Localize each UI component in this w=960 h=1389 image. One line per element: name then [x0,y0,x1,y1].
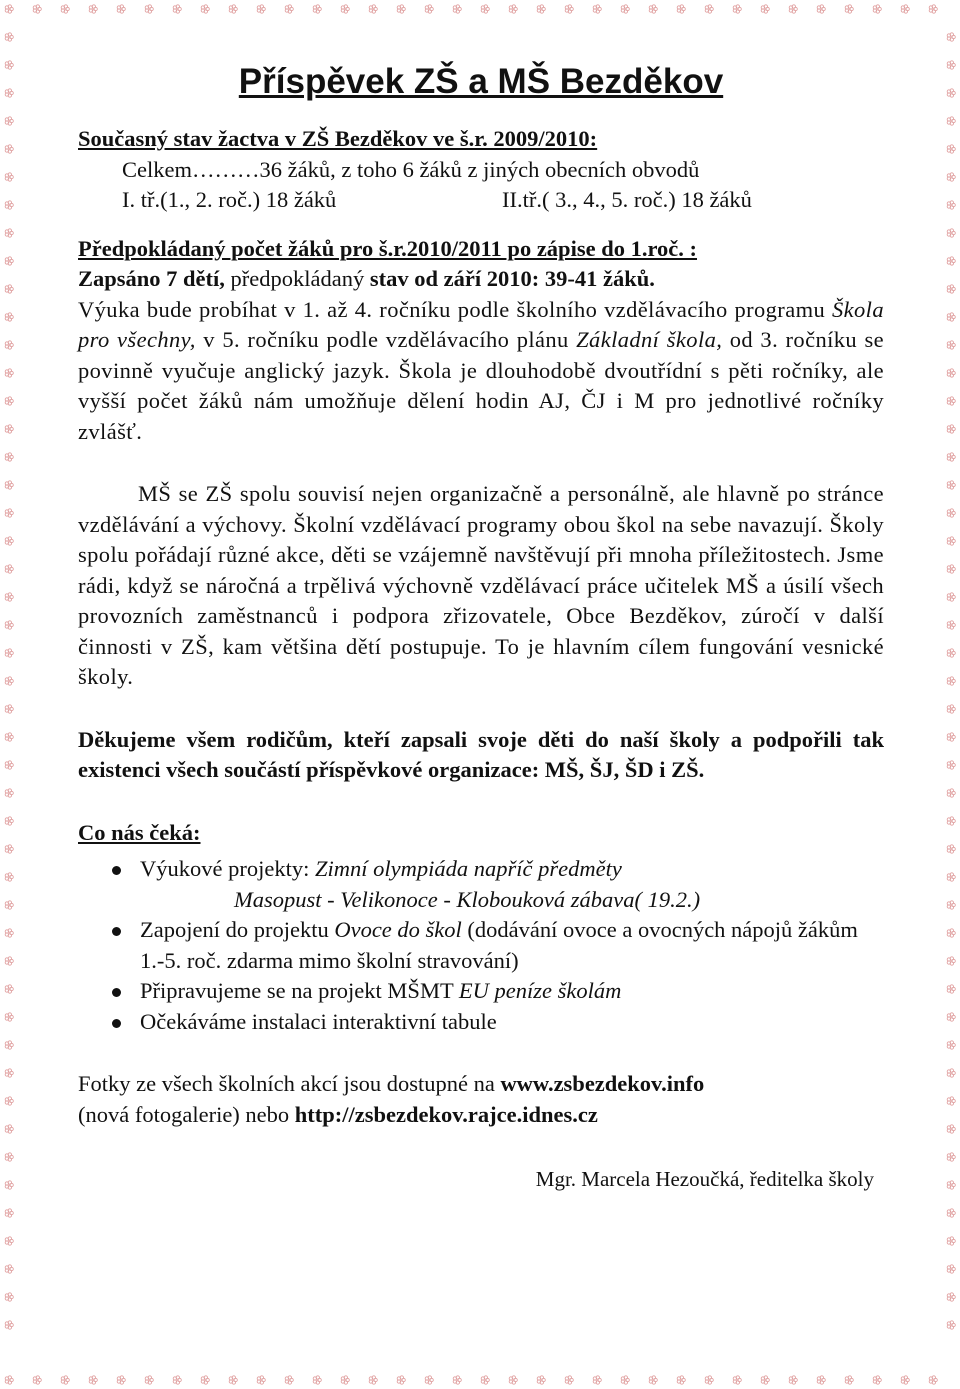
flower-icon [5,873,13,881]
flower-icon [5,705,13,713]
flower-icon [947,929,955,937]
flower-icon [481,5,489,13]
flower-icon [947,33,955,41]
class-two-count: II.tř.( 3., 4., 5. roč.) 18 žáků [502,187,752,212]
flower-icon [397,1376,405,1384]
flower-icon [5,1265,13,1273]
flower-icon [947,89,955,97]
flower-icon [425,5,433,13]
page-title: Příspěvek ZŠ a MŠ Bezděkov [238,62,724,101]
flower-icon [117,5,125,13]
current-state-heading: Současný stav žactva v ZŠ Bezděkov ve š.r. 2009/2010: [78,126,598,151]
flower-icon [565,1376,573,1384]
flower-icon [947,873,955,881]
flower-icon [5,1041,13,1049]
flower-icon [947,677,955,685]
flower-icon [947,537,955,545]
flower-icon [947,957,955,965]
flower-icon [201,1376,209,1384]
flower-icon [5,1013,13,1021]
flower-icon [5,61,13,69]
flower-icon [509,5,517,13]
flower-icon [369,5,377,13]
flower-icon [947,1125,955,1133]
flower-icon [873,5,881,13]
flower-icon [947,257,955,265]
flower-icon [947,1153,955,1161]
bullet-icon [112,927,121,936]
flower-icon [509,1376,517,1384]
flower-icon [947,509,955,517]
flower-icon [313,1376,321,1384]
flower-icon [947,985,955,993]
list-item: Připravujeme se na projekt MŠMT EU peníze školám [78,976,884,1007]
flower-icon [537,5,545,13]
flower-icon [285,1376,293,1384]
flower-icon [5,1321,13,1329]
flower-icon [5,425,13,433]
flower-icon [593,1376,601,1384]
flower-icon [5,1125,13,1133]
flower-icon [33,1376,41,1384]
flower-icon [947,565,955,573]
flower-icon [229,1376,237,1384]
flower-icon [5,33,13,41]
flower-icon [947,1209,955,1217]
flower-icon [929,5,937,13]
flower-icon [621,1376,629,1384]
photos-paragraph: Fotky ze všech školních akcí jsou dostupné na www.zsbezdekov.info (nová fotogalerie) nebo http://zsbezdekov.rajce.idnes.cz [78,1071,705,1127]
flower-icon [61,5,69,13]
flower-icon [947,173,955,181]
flower-icon [947,117,955,125]
flower-icon [453,1376,461,1384]
flower-icon [947,845,955,853]
current-state-total: Celkem………36 žáků, z toho 6 žáků z jiných obecních obvodů [122,156,700,182]
flower-icon [89,1376,97,1384]
flower-icon [565,5,573,13]
flower-icon [761,1376,769,1384]
flower-icon [5,145,13,153]
flower-icon [5,397,13,405]
flower-icon [5,89,13,97]
flower-icon [453,5,461,13]
flower-icon [5,201,13,209]
section-current-state [78,124,884,216]
current-state-classes [78,185,884,216]
flower-icon [947,1237,955,1245]
flower-icon [5,593,13,601]
flower-icon [5,1153,13,1161]
upcoming-list [78,854,884,1037]
flower-icon [947,397,955,405]
flower-icon [817,1376,825,1384]
flower-icon [947,425,955,433]
flower-icon [649,1376,657,1384]
flower-icon [947,1097,955,1105]
flower-icon [201,5,209,13]
flower-icon [5,1181,13,1189]
flower-icon [285,5,293,13]
list-item-sub: Masopust - Velikonoce - Klobouková zábava( 19.2.) [234,886,701,912]
list-item: Výukové projekty: Zimní olympiáda napříč předměty [78,854,884,885]
flower-icon [5,257,13,265]
document-page [78,60,884,1195]
flower-icon [173,5,181,13]
expected-heading: Předpokládaný počet žáků pro š.r.2010/2011 po zápise do 1.roč. : [78,235,698,261]
flower-icon [733,5,741,13]
flower-icon [5,369,13,377]
flower-icon [5,677,13,685]
kindergarten-paragraph: MŠ se ZŠ spolu souvisí nejen organizačně a personálně, ale hlavně po stránce vzdělávání a výchovy. Školní vzdělávací programy obou škol na sebe navazují. Školy spolu pořádají různé akce, děti se vzájemně navštěvují při mnoha příležitostech. Jsme rádi, když se náročná a trpělivá výchovně vzdělávací práce učitelek MŠ a úsilí všech provozních zaměstnanců i podpora zřizovatele, Obce Bezděkov, zúročí v další činnosti v ZŠ, kam většina dětí postupuje. To je hlavním cílem fungování vesnické školy. [78,481,884,689]
signature: Mgr. Marcela Hezoučká, ředitelka školy [535,1167,874,1191]
flower-icon [5,789,13,797]
flower-icon [677,1376,685,1384]
teaching-paragraph: Výuka bude probíhat v 1. až 4. ročníku podle školního vzdělávacího programu Škola pro všechny, v 5. ročníku podle vzdělávacího plánu Základní škola, od 3. ročníku se povinně vyučuje anglický jazyk. Škola je dlouhodobě dvoutřídní s pěti ročníky, ale vyšší počet žáků nám umožňuje dělení hodin AJ, ČJ i M pro jednotlivé ročníky zvlášť. [78,296,885,444]
flower-icon [5,565,13,573]
flower-icon [947,481,955,489]
flower-icon [257,1376,265,1384]
flower-icon [947,1041,955,1049]
bullet-icon [112,1019,121,1028]
flower-icon [5,117,13,125]
website-link[interactable]: www.zsbezdekov.info [500,1071,705,1096]
flower-icon [5,5,13,13]
flower-icon [397,5,405,13]
flower-icon [481,1376,489,1384]
flower-icon [5,649,13,657]
flower-icon [5,1237,13,1245]
flower-icon [5,1293,13,1301]
flower-icon [621,5,629,13]
flower-icon [5,817,13,825]
bullet-icon [112,866,121,875]
flower-icon [145,5,153,13]
flower-icon [5,1376,13,1384]
flower-icon [341,1376,349,1384]
flower-icon [313,5,321,13]
flower-icon [5,453,13,461]
flower-icon [5,761,13,769]
flower-icon [677,5,685,13]
flower-icon [789,5,797,13]
flower-icon [789,1376,797,1384]
flower-icon [537,1376,545,1384]
flower-icon [873,1376,881,1384]
flower-icon [947,1013,955,1021]
flower-icon [705,1376,713,1384]
flower-icon [947,229,955,237]
flower-icon [5,229,13,237]
flower-icon [61,1376,69,1384]
flower-icon [705,5,713,13]
flower-icon [5,1097,13,1105]
flower-icon [947,621,955,629]
flower-icon [929,1376,937,1384]
flower-icon [845,5,853,13]
flower-icon [947,369,955,377]
flower-icon [145,1376,153,1384]
flower-icon [947,1265,955,1273]
flower-icon [901,5,909,13]
flower-icon [947,761,955,769]
flower-icon [425,1376,433,1384]
flower-icon [947,733,955,741]
flower-icon [947,313,955,321]
flower-icon [901,1376,909,1384]
flower-icon [89,5,97,13]
flower-icon [649,5,657,13]
flower-icon [947,789,955,797]
flower-icon [947,1069,955,1077]
flower-icon [5,901,13,909]
flower-icon [817,5,825,13]
flower-icon [5,537,13,545]
flower-icon [173,1376,181,1384]
flower-icon [341,5,349,13]
flower-icon [33,5,41,13]
flower-icon [947,593,955,601]
flower-icon [947,1293,955,1301]
flower-icon [947,901,955,909]
flower-icon [5,173,13,181]
flower-icon [947,817,955,825]
class-one-count: I. tř.(1., 2. roč.) 18 žáků [122,187,337,212]
flower-icon [5,1069,13,1077]
upcoming-heading: Co nás čeká: [78,819,201,845]
flower-icon [947,1181,955,1189]
flower-icon [5,621,13,629]
flower-icon [229,5,237,13]
list-item: Zapojení do projektu Ovoce do škol (dodávání ovoce a ovocných nápojů žákům 1.-5. roč. zdarma mimo školní stravování) [78,915,884,976]
flower-icon [947,1321,955,1329]
flower-icon [5,313,13,321]
flower-icon [5,285,13,293]
flower-icon [733,1376,741,1384]
flower-icon [5,985,13,993]
flower-icon [5,341,13,349]
flower-icon [947,61,955,69]
flower-icon [947,649,955,657]
bullet-icon [112,988,121,997]
section-upcoming [78,818,884,1038]
thanks-paragraph: Děkujeme všem rodičům, kteří zapsali svoje děti do naší školy a podpořili tak existenci všech součástí příspěvkové organizace: MŠ, ŠJ, ŠD i ZŠ. [78,726,884,782]
flower-icon [947,145,955,153]
flower-icon [5,733,13,741]
gallery-link[interactable]: http://zsbezdekov.rajce.idnes.cz [294,1101,598,1127]
flower-icon [5,929,13,937]
flower-icon [947,341,955,349]
flower-icon [5,481,13,489]
enrolled-line: Zapsáno 7 dětí, předpokládaný stav od září 2010: 39-41 žáků. [78,266,655,291]
flower-icon [5,845,13,853]
flower-icon [947,453,955,461]
flower-icon [5,1209,13,1217]
flower-icon [947,705,955,713]
list-item: Očekáváme instalaci interaktivní tabule [78,1007,884,1038]
flower-icon [761,5,769,13]
flower-icon [5,509,13,517]
flower-icon [845,1376,853,1384]
section-expected [78,234,884,448]
flower-icon [369,1376,377,1384]
flower-icon [257,5,265,13]
flower-icon [593,5,601,13]
flower-icon [947,285,955,293]
flower-icon [5,957,13,965]
flower-icon [117,1376,125,1384]
flower-icon [947,201,955,209]
